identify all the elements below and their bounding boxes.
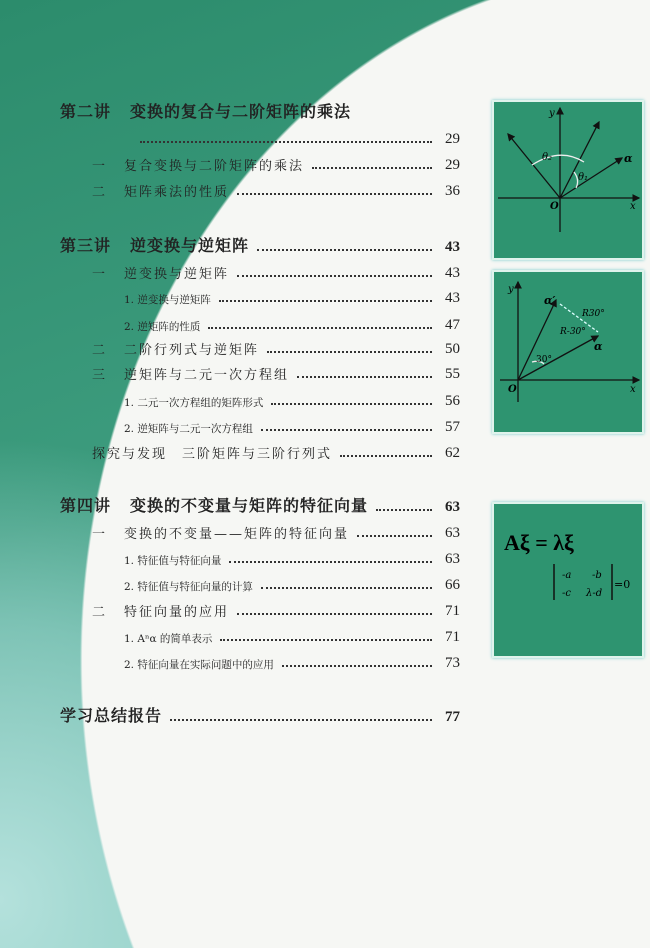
toc-number: 一 [92,527,108,542]
fig3-m11: -a [562,570,572,581]
toc-title: 逆变换与逆矩阵 [124,267,230,282]
toc-number: 三 [92,368,108,383]
dot-leader [257,249,432,251]
toc-entry-sub[interactable] [60,624,460,646]
dot-leader [237,613,432,615]
fig2-r-neg30: R-30° [560,327,586,337]
toc-number: 二 [92,185,108,200]
dot-leader [261,587,432,589]
fig2-x-label: x [630,384,636,395]
toc-title: 复合变换与二阶矩阵的乘法 [124,159,305,174]
toc-entry-lecture[interactable] [60,234,460,256]
dot-leader [219,300,432,302]
toc-number: 一 [92,159,108,174]
fig1-x-label: x [630,201,636,212]
toc-title: 1. Aⁿα 的简单表示 [124,633,213,645]
fig3-equation: Aξ = λξ [504,530,574,555]
dot-leader [267,351,432,353]
fig1-theta2: θ₂ [542,152,553,163]
dot-leader [237,193,432,195]
toc-title: 二阶行列式与逆矩阵 [124,343,260,358]
dot-leader [237,275,432,277]
toc-entry-page-line[interactable] [60,126,460,148]
fig3-m21: -c [562,588,571,599]
dot-leader [376,509,432,511]
toc-title: 变换的不变量与矩阵的特征向量 [130,496,369,515]
toc-page: 71 [445,629,460,645]
toc-entry-sub[interactable] [60,388,460,410]
toc-page: 66 [445,577,460,593]
toc-entry-sub[interactable] [60,572,460,594]
dot-leader [297,376,432,378]
toc-title: 1. 二元一次方程组的矩阵形式 [124,397,264,409]
toc-lecture-heading [60,100,460,122]
toc-number: 第二讲 [60,102,112,121]
toc-title: 2. 逆矩阵与二元一次方程组 [124,423,253,435]
toc-page: 29 [445,131,460,147]
fig2-angle: 30° [536,355,552,365]
dot-leader [220,639,432,641]
toc-page: 43 [445,290,460,306]
dot-leader [282,665,432,667]
toc-page: 55 [445,366,460,382]
toc-title: 2. 特征值与特征向量的计算 [124,581,253,593]
toc-entry-sub[interactable] [60,414,460,436]
toc-page: 63 [445,551,460,567]
figure-eigen-equation [492,502,644,658]
toc-entry-section[interactable] [60,152,460,174]
dot-leader [170,719,432,721]
dot-leader [271,403,432,405]
toc-page: 73 [445,655,460,671]
toc-page: 29 [445,157,460,173]
toc-page: 36 [445,183,460,199]
dot-leader [312,167,432,169]
toc-title: 探究与发现 三阶矩阵与三阶行列式 [92,447,333,462]
toc-title: 逆矩阵与二元一次方程组 [124,368,290,383]
toc-entry-section[interactable] [60,178,460,200]
fig1-origin-label: O [550,201,559,212]
toc-page: 50 [445,341,460,357]
toc-title: 矩阵乘法的性质 [124,185,230,200]
dot-leader [357,535,432,537]
fig2-alpha: α [594,340,603,353]
toc-page: 47 [445,317,460,333]
fig2-y-label: y [508,284,514,295]
toc-entry-section[interactable] [60,260,460,282]
toc-title: 特征向量的应用 [124,605,230,620]
toc-entry-section[interactable] [60,598,460,620]
toc-entry-sub[interactable] [60,546,460,568]
toc-page: 56 [445,393,460,409]
toc-page: 43 [445,265,460,281]
toc-title: 变换的复合与二阶矩阵的乘法 [130,102,352,121]
fig1-alpha: α [624,152,633,165]
toc-entry-explore[interactable] [60,440,460,462]
toc-entry-sub[interactable] [60,285,460,307]
dot-leader [229,561,432,563]
toc-entry-summary[interactable] [60,704,460,726]
toc-number: 二 [92,343,108,358]
toc-number: 第四讲 [60,496,112,515]
toc-title: 2. 特征向量在实际问题中的应用 [124,659,274,671]
toc-title: 2. 逆矩阵的性质 [124,321,201,333]
dot-leader [340,455,432,457]
dot-leader [261,429,432,431]
fig3-rhs: =0 [614,578,631,591]
toc-entry-section[interactable] [60,361,460,383]
fig3-m12: -b [592,570,602,581]
toc-title: 1. 逆变换与逆矩阵 [124,294,211,306]
fig1-theta1: θ₁ [578,172,589,183]
toc-page: 71 [445,603,460,619]
toc-page: 62 [445,445,460,461]
toc-entry-sub[interactable] [60,650,460,672]
toc-page: 57 [445,419,460,435]
toc-entry-sub[interactable] [60,312,460,334]
toc-page: 77 [445,709,460,725]
figure-rotation-30 [492,270,644,434]
toc-page: 63 [445,525,460,541]
fig1-y-label: y [549,108,555,119]
fig2-alpha-prime: α′ [544,294,556,307]
toc-entry-section[interactable] [60,520,460,542]
toc-title: 逆变换与逆矩阵 [130,236,250,255]
fig3-m22: λ-d [586,588,603,599]
fig2-origin-label: O [508,384,517,395]
toc-title: 变换的不变量——矩阵的特征向量 [124,527,350,542]
toc-page: 43 [445,239,460,255]
figure-composite-rotation [492,100,644,260]
toc-number: 二 [92,605,108,620]
fig2-r30: R30° [582,309,605,319]
toc-title: 学习总结报告 [60,706,163,725]
dot-leader [140,141,432,143]
dot-leader [208,327,432,329]
toc-entry-section[interactable] [60,336,460,358]
toc-entry-lecture[interactable] [60,494,460,516]
toc-number: 一 [92,267,108,282]
toc-page: 63 [445,499,460,515]
toc-title: 1. 特征值与特征向量 [124,555,222,567]
toc-number: 第三讲 [60,236,112,255]
